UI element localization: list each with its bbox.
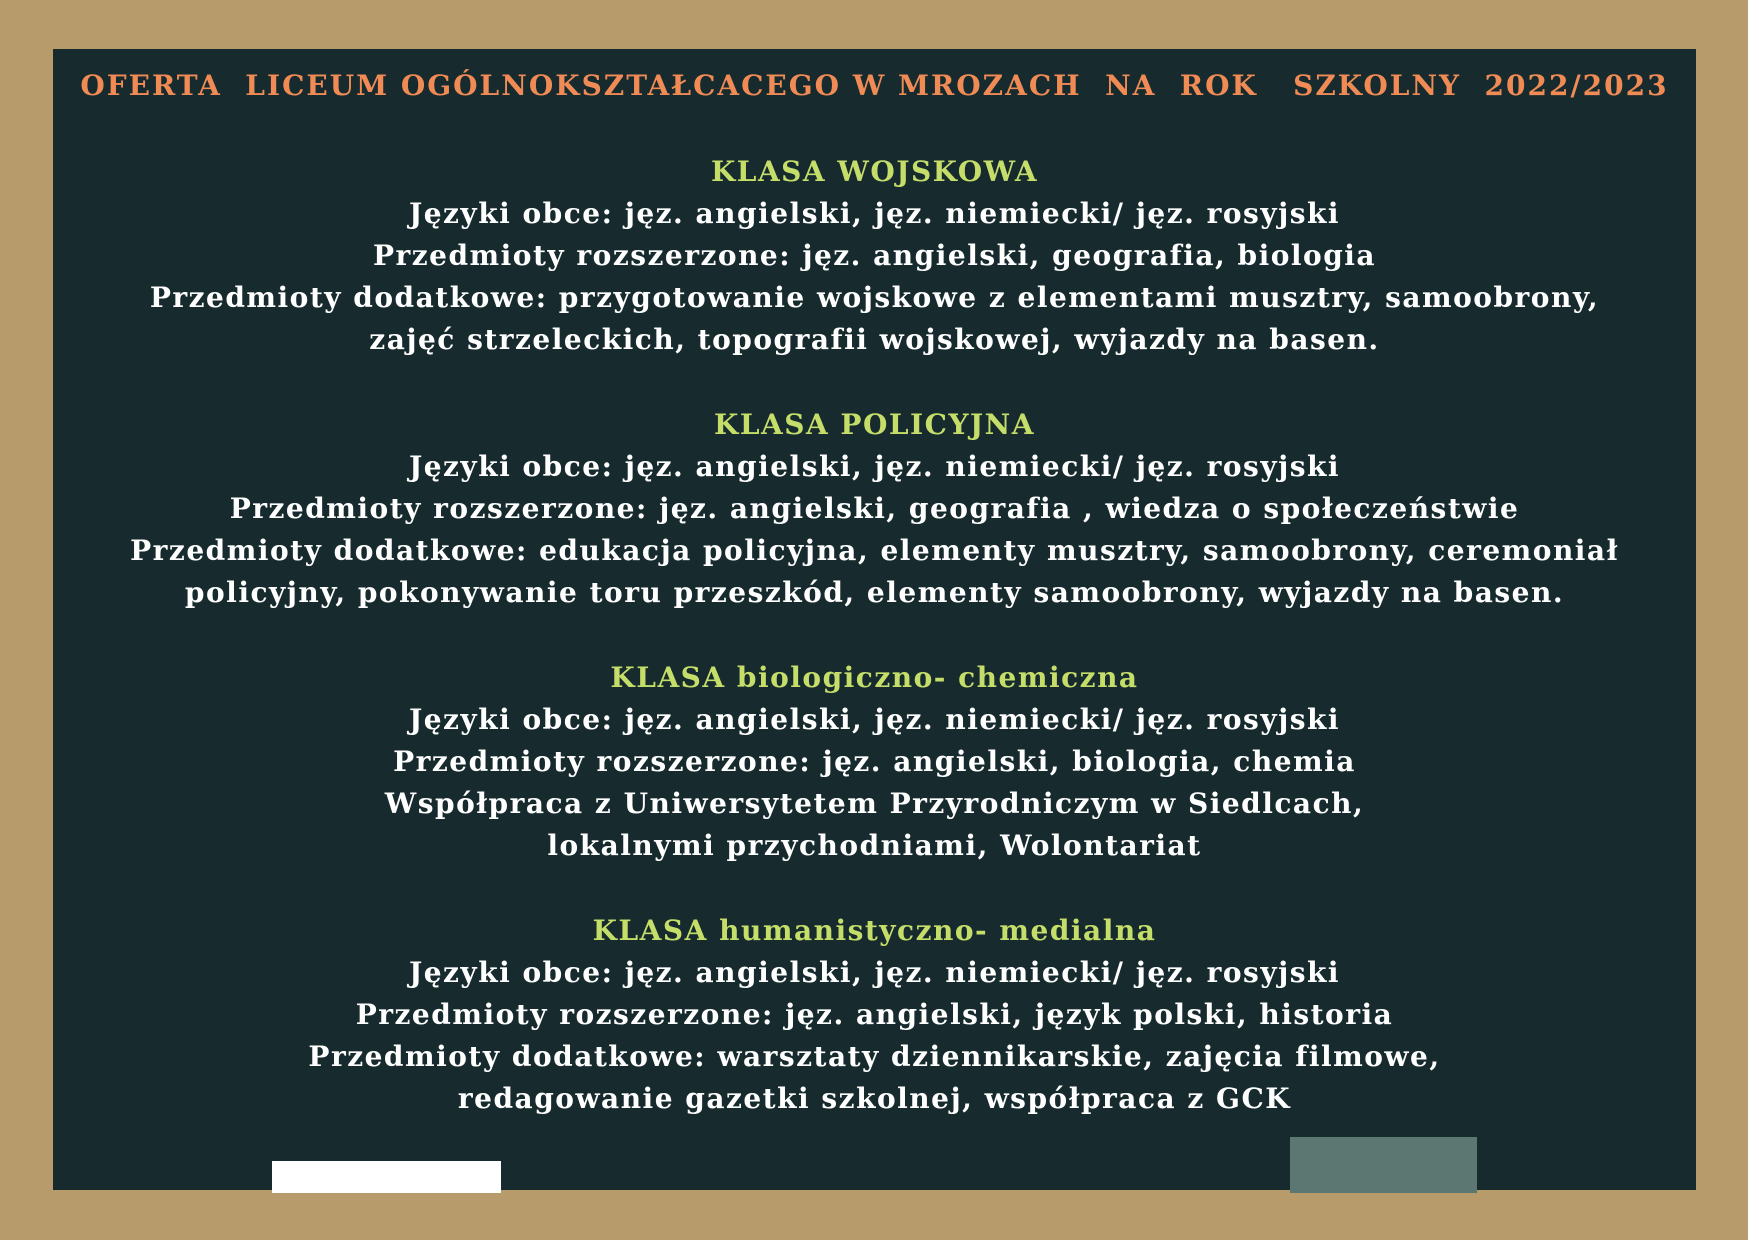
- section-heading: KLASA POLICYJNA: [713, 408, 1035, 441]
- section-biol-chem: [53, 657, 1696, 867]
- section-line: Języki obce: jęz. angielski, jęz. niemiecki/ jęz. rosyjski: [408, 450, 1341, 483]
- section-line: zajęć strzeleckich, topografii wojskowej, wyjazdy na basen.: [369, 323, 1380, 356]
- chalkboard: [53, 49, 1696, 1190]
- section-line: policyjny, pokonywanie toru przeszkód, elementy samoobrony, wyjazdy na basen.: [184, 576, 1565, 609]
- section-line: Języki obce: jęz. angielski, jęz. niemiecki/ jęz. rosyjski: [408, 956, 1341, 989]
- page-title: OFERTA LICEUM OGÓLNOKSZTAŁCACEGO W MROZACH NA ROK SZKOLNY 2022/2023: [80, 69, 1669, 102]
- section-heading: KLASA WOJSKOWA: [710, 155, 1039, 188]
- section-line: Przedmioty rozszerzone: jęz. angielski, język polski, historia: [355, 998, 1394, 1031]
- section-heading: KLASA biologiczno- chemiczna: [610, 661, 1139, 694]
- section-line: lokalnymi przychodniami, Wolontariat: [547, 829, 1202, 862]
- chalk-stick: [272, 1161, 501, 1193]
- board-eraser: [1290, 1137, 1477, 1193]
- section-line: Języki obce: jęz. angielski, jęz. niemiecki/ jęz. rosyjski: [408, 703, 1341, 736]
- section-line: Przedmioty rozszerzone: jęz. angielski, biologia, chemia: [393, 745, 1356, 778]
- section-line: Przedmioty dodatkowe: edukacja policyjna, elementy musztry, samoobrony, ceremoniał: [130, 534, 1619, 567]
- section-heading: KLASA humanistyczno- medialna: [592, 914, 1157, 947]
- section-wojskowa: [53, 151, 1696, 361]
- section-human-med: [53, 910, 1696, 1120]
- section-line: Przedmioty dodatkowe: warsztaty dziennikarskie, zajęcia filmowe,: [308, 1040, 1441, 1073]
- section-line: redagowanie gazetki szkolnej, współpraca z GCK: [457, 1082, 1292, 1115]
- section-line: Przedmioty dodatkowe: przygotowanie wojskowe z elementami musztry, samoobrony,: [149, 281, 1600, 314]
- section-policyjna: [53, 404, 1696, 614]
- section-line: Współpraca z Uniwersytetem Przyrodniczym w Siedlcach,: [384, 787, 1365, 820]
- section-line: Przedmioty rozszerzone: jęz. angielski, geografia , wiedza o społeczeństwie: [229, 492, 1520, 525]
- section-line: Przedmioty rozszerzone: jęz. angielski, geografia, biologia: [372, 239, 1377, 272]
- section-line: Języki obce: jęz. angielski, jęz. niemiecki/ jęz. rosyjski: [408, 197, 1341, 230]
